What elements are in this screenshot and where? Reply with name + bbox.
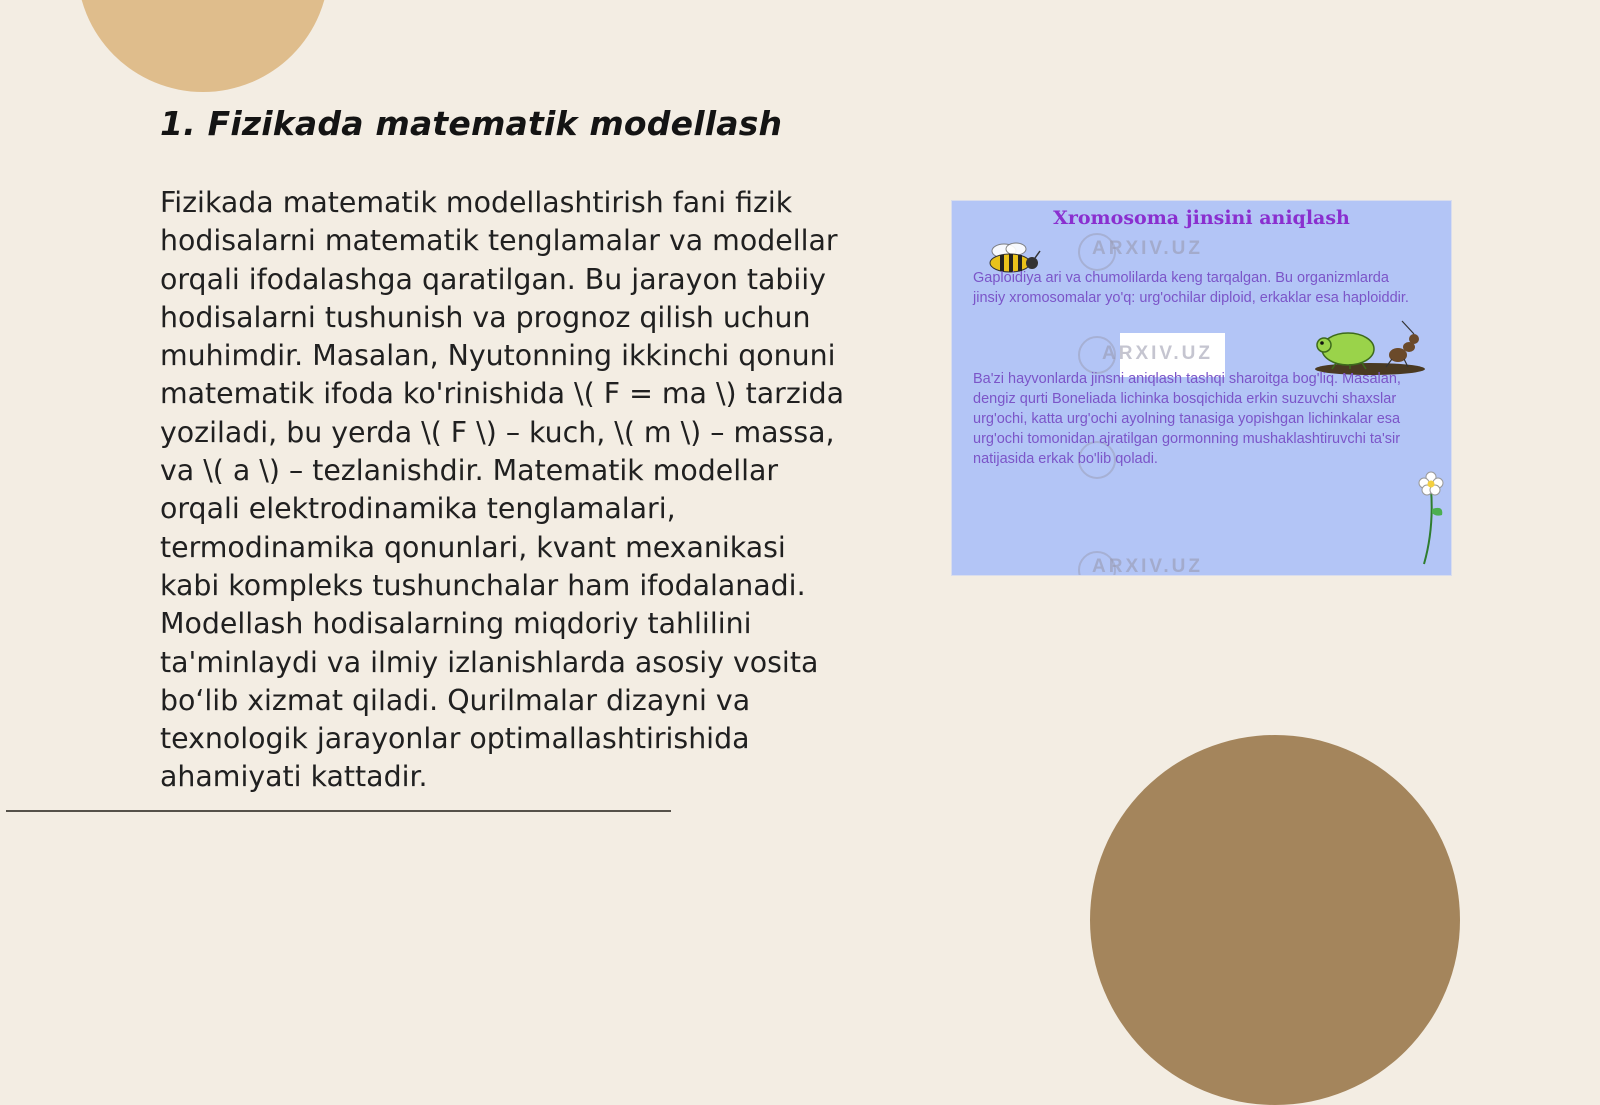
- illustration-paragraph-1: Gaploidiya ari va chumolilarda keng tarqalgan. Bu organizmlarda jinsiy xromosomalar yo'q: urg'ochilar diploid, erkaklar esa haploiddir.: [973, 270, 1409, 306]
- illustration-paragraph-2: Ba'zi hayvonlarda jinsni aniqlash tashqi sharoitga bog'liq. Masalan, dengiz qurti Boneliada lichinka bosqichida erkin suzuvchi shaxslar urg'ochi, katta urg'ochi ayolning tanasiga yopishgan lichinkalar esa urg'ochi tomonidan ajratilgan gormonning mushaklashtiruvchi ta'sir natijasida erkak bo'lib qoladi.: [973, 371, 1401, 467]
- slide-title: 1. Fizikada matematik modellash: [160, 104, 783, 143]
- flower-icon: [1414, 469, 1448, 569]
- watermark-text: ARXIV.UZ: [1092, 238, 1203, 259]
- decor-divider-line: [6, 810, 671, 812]
- watermark-text: ARXIV.UZ: [1092, 556, 1203, 576]
- decor-circle-bottom: [1090, 735, 1460, 1105]
- aphid-ant-icon: [1310, 319, 1430, 375]
- watermark-text: ARXIV.UZ: [1102, 343, 1213, 364]
- slide-body-text: Fizikada matematik modellashtirish fani fizik hodisalarni matematik tenglamalar va modellar orqali ifodalashga qaratilgan. Bu jarayon tabiiy hodisalarni tushunish va prognoz qilish uchun muhimdir. Masalan, Nyutonning ikkinchi qonuni matematik ifoda ko'rinishida \( F = ma \) tarzida yoziladi, bu yerda \( F \) – kuch, \( m \) – massa, va \( a \) – tezlanishdir. Matematik modellar orqali elektrodinamika tenglamalari, termodinamika qonunlari, kvant mexanikasi kabi kompleks tushunchalar ham ifodalanadi. Modellash hodisalarning miqdoriy tahlilini ta'minlaydi va ilmiy izlanishlarda asosiy vosita bo‘lib xizmat qiladi. Qurilmalar dizayni va texnologik jarayonlar optimallashtirishida ahamiyati kattadir.: [160, 186, 845, 794]
- decor-circle-top: [77, 0, 329, 92]
- illustration-title: Xromosoma jinsini aniqlash: [1053, 207, 1350, 229]
- slide-illustration: [951, 200, 1452, 576]
